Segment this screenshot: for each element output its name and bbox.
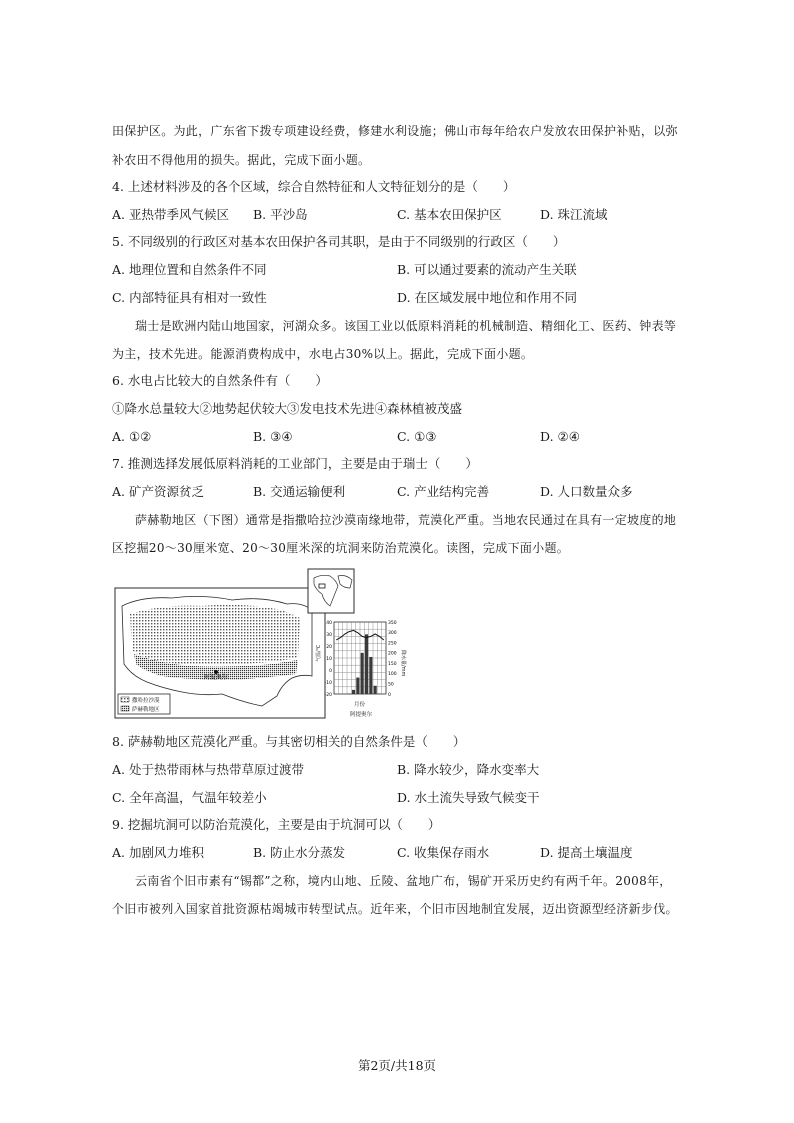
chart-left-tick-label: 30 [326,632,332,638]
chart-right-tick-label: 200 [388,651,397,657]
legend-label-sahara: 撒哈拉沙漠 [132,698,160,704]
q7-option-d[interactable]: D. 人口数量众多 [540,484,633,499]
q9-option-d[interactable]: D. 提高土壤温度 [540,845,633,860]
q5-option-c[interactable]: C. 内部特征具有相对一致性 [112,290,267,305]
precipitation-bar [365,634,368,694]
q6-choices: ①降水总量较大②地势起伏较大③发电技术先进④森林植被茂盛 [112,401,463,416]
gejiu-passage-line-2: 个旧市被列入国家首批资源枯竭城市转型试点。近年来，个旧市因地制宜发展，迈出资源型经济新步伐。 [112,902,678,916]
q7-stem: 7. 推测选择发展低原料消耗的工业部门，主要是由于瑞士（ ） [112,456,478,471]
q8-option-b[interactable]: B. 降水较少，降水变率大 [397,762,540,777]
q4-option-c[interactable]: C. 基本农田保护区 [397,207,502,222]
q7-option-c[interactable]: C. 产业结构完善 [397,484,490,499]
q5-option-d[interactable]: D. 在区域发展中地位和作用不同 [397,290,578,305]
q7-option-b[interactable]: B. 交通运输便利 [253,484,346,499]
q6-option-a[interactable]: A. ①② [112,429,152,444]
chart-right-tick-label: 350 [388,620,397,626]
chart-left-tick-label: 40 [326,620,332,626]
q6-option-d[interactable]: D. ②④ [540,429,580,444]
q4-stem: 4. 上述材料涉及的各个区域，综合自然特征和人文特征划分的是（ ） [112,179,516,194]
chart-right-tick-label: 150 [388,661,397,667]
sahara-desert-area [130,605,300,665]
chart-right-axis-label: 降水量/mm [400,650,406,677]
precipitation-bar [352,690,355,694]
q8-stem: 8. 萨赫勒地区荒漠化严重。与其密切相关的自然条件是（ ） [112,734,466,749]
chart-right-tick-label: 100 [388,672,397,678]
q6-option-b[interactable]: B. ③④ [253,429,293,444]
chart-left-ticks [325,620,332,698]
chart-left-tick-label: -10 [324,680,332,686]
sahel-passage-line-1: 萨赫勒地区（下图）通常是指撒哈拉沙漠南缘地带，荒漠化严重。当地农民通过在具有一定坡度的地 [135,513,677,527]
chart-left-tick-label: 10 [326,656,332,662]
page-number: 第2页/共18页 [357,1058,437,1073]
legend-swatch-sahel [121,706,129,711]
city-label: 阿提奥尔 [204,674,229,681]
climate-chart [315,620,407,718]
q6-option-c[interactable]: C. ①③ [397,429,437,444]
chart-right-tick-label: 250 [388,641,397,647]
precipitation-bar [361,653,364,694]
q5-option-b[interactable]: B. 可以通过要素的流动产生关联 [397,262,577,277]
q8-option-d[interactable]: D. 水土流失导致气候变干 [397,790,540,805]
chart-caption: 阿提奥尔 [350,712,373,718]
chart-left-tick-label: -20 [324,692,332,698]
q9-stem: 9. 挖掘坑洞可以防治荒漠化，主要是由于坑洞可以（ ） [112,817,441,832]
chart-left-tick-label: 0 [329,668,332,674]
chart-right-tick-label: 50 [388,682,394,688]
chart-right-tick-label: 300 [388,631,397,637]
q9-option-a[interactable]: A. 加剧风力堆积 [112,845,204,860]
q8-option-a[interactable]: A. 处于热带雨林与热带草原过渡带 [112,762,304,777]
sahel-figure [112,566,408,724]
chart-left-tick-label: 20 [326,644,332,650]
q7-option-a[interactable]: A. 矿产资源贫乏 [112,484,204,499]
q9-option-b[interactable]: B. 防止水分蒸发 [253,845,346,860]
precipitation-bar [374,686,377,694]
q6-stem: 6. 水电占比较大的自然条件有（ ） [112,373,328,388]
q5-option-a[interactable]: A. 地理位置和自然条件不同 [112,262,267,277]
swiss-passage-line-1: 瑞士是欧洲内陆山地国家，河湖众多。该国工业以低原料消耗的机械制造、精细化工、医药、钟表等 [135,319,677,333]
chart-left-axis-label: 气温/℃ [316,644,322,662]
q8-option-c[interactable]: C. 全年高温，气温年较差小 [112,790,267,805]
gejiu-passage-line-1: 云南省个旧市素有“锡都”之称，境内山地、丘陵、盆地广布，锡矿开采历史约有两千年。2008年， [135,874,672,888]
q4-option-d[interactable]: D. 珠江流域 [540,207,608,222]
intro-line-2: 补农田不得他用的损失。据此，完成下面小题。 [112,153,371,167]
sahel-map-svg [112,566,408,724]
legend-label-sahel: 萨赫勒地区 [132,707,160,713]
precipitation-bar [369,657,372,694]
sahel-passage-line-2: 区挖掘20～30厘米宽、20～30厘米深的坑洞来防治荒漠化。读图，完成下面小题。 [112,541,570,555]
q4-option-b[interactable]: B. 平沙岛 [253,207,308,222]
swiss-passage-line-2: 为主，技术先进。能源消费构成中，水电占30%以上。据此，完成下面小题。 [112,347,534,361]
chart-right-tick-label: 0 [388,692,391,698]
chart-right-ticks [388,620,397,698]
q9-option-c[interactable]: C. 收集保存雨水 [397,845,490,860]
q5-stem: 5. 不同级别的行政区对基本农田保护各司其职，是由于不同级别的行政区（ ） [112,234,566,249]
intro-line-1: 田保护区。为此，广东省下拨专项建设经费，修建水利设施；佛山市每年给农户发放农田保护补贴，以弥 [112,124,678,138]
precipitation-bar [356,678,359,694]
legend-swatch-sahara [121,697,129,702]
inset-map-frame [308,569,354,613]
chart-xlabel: 月份 [354,702,366,708]
q4-option-a[interactable]: A. 亚热带季风气候区 [112,207,229,222]
